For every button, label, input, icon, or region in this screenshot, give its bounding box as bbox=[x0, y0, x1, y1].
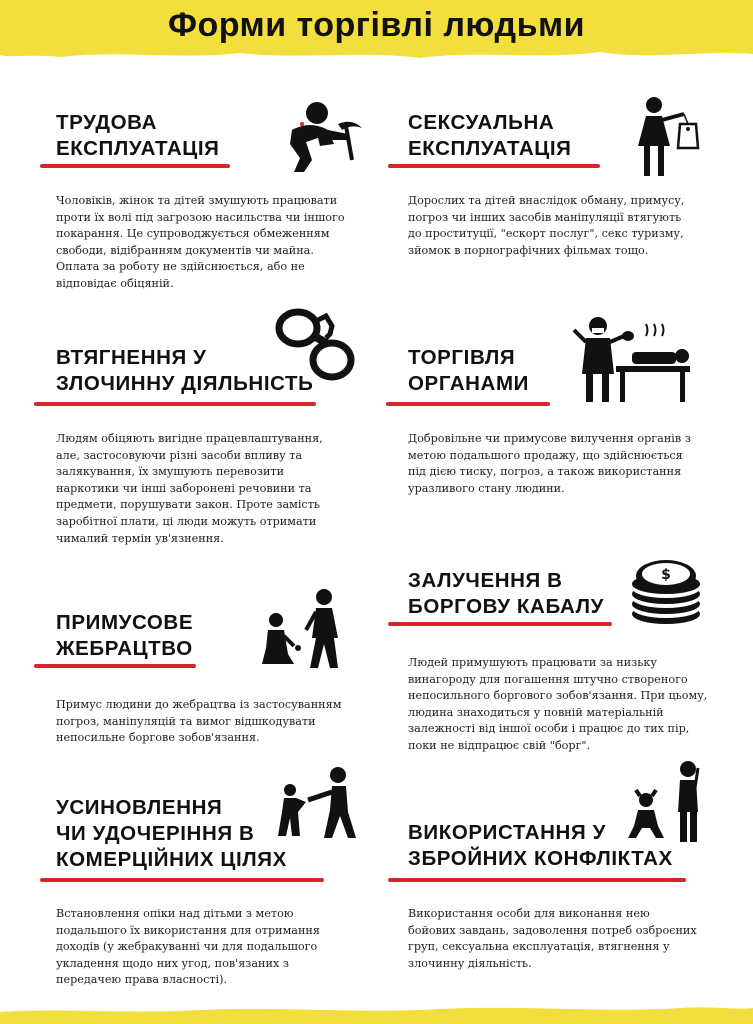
laborer-with-pickaxe-icon bbox=[272, 100, 368, 176]
section-body-organs: Добровільне чи примусове вилучення органів з метою подальшого продажу, що здійснюється під дією тиску, погроз, а також використання уразливого стану людини. bbox=[408, 432, 691, 495]
section-body-debt: Людей примушують працювати за низьку винагороду для погашення штучно створеного непосильного боргового зобов'язання. При цьому, людина знаходиться у повній матеріальній залежності від іншої особи і працює до тих пір, поки не відпрацює свій "борг". bbox=[408, 656, 708, 752]
section-body-crime: Людям обіцяють вигідне працевлаштування, але, застосовуючи різні засоби впливу та залякування, їх змушують перевозити наркотики чи інші заборонені речовини та предмети, порушувати закон. Проте замість заробітної плати, ці люди можуть отримати чималий термін ув'язнення. bbox=[56, 432, 323, 545]
adult-pulling-child-icon bbox=[276, 766, 358, 842]
section-heading-armed: ВИКОРИСТАННЯ У ЗБРОЙНИХ КОНФЛІКТАХ bbox=[408, 821, 673, 870]
heading-underline bbox=[388, 878, 686, 882]
section-heading-crime: ВТЯГНЕННЯ У ЗЛОЧИННУ ДІЯЛЬНІСТЬ bbox=[56, 346, 314, 395]
section-heading-organs: ТОРГІВЛЯ ОРГАНАМИ bbox=[408, 346, 529, 395]
heading-underline bbox=[40, 878, 324, 882]
beggar-and-passerby-icon bbox=[258, 588, 354, 672]
heading-underline bbox=[388, 622, 612, 626]
section-heading-sexual: СЕКСУАЛЬНА ЕКСПЛУАТАЦІЯ bbox=[408, 111, 572, 160]
section-heading-debt: ЗАЛУЧЕННЯ В БОРГОВУ КАБАЛУ bbox=[408, 569, 604, 618]
page-title: Форми торгівлі людьми bbox=[167, 6, 586, 44]
section-body-labor: Чоловіків, жінок та дітей змушують працювати проти їх волі під загрозою насильства чи іншого покарання. Це супроводжується обмеженням свободи, відібранням документів чи майна. Оплата за роботу не здійснюється, або не відповідає обіцяній. bbox=[56, 194, 345, 290]
heading-underline bbox=[386, 402, 550, 406]
section-heading-begging: ПРИМУСОВЕ ЖЕБРАЦТВО bbox=[56, 611, 194, 660]
svg-text:$: $ bbox=[661, 567, 671, 583]
heading-underline bbox=[388, 164, 600, 168]
heading-underline bbox=[40, 164, 230, 168]
yellow-brush-footer bbox=[0, 1002, 753, 1024]
section-body-sexual: Дорослих та дітей внаслідок обману, примусу, погроз чи інших засобів маніпуляції втягують до проституції, "ескорт послуг", секс туризму, зйомок в порнографічних фільмах тощо. bbox=[408, 194, 685, 257]
heading-underline bbox=[34, 402, 316, 406]
section-heading-labor: ТРУДОВА ЕКСПЛУАТАЦІЯ bbox=[56, 111, 220, 160]
section-body-adoption: Встановлення опіки над дітьми з метою подальшого їх використання для отримання доходів (у жебракуванні чи для подальшого укладення щодо них угод, пов'язаних з передачею права власності). bbox=[56, 907, 320, 987]
woman-with-price-tag-icon bbox=[632, 96, 704, 180]
coin-stack-icon bbox=[630, 552, 702, 628]
header-banner bbox=[0, 0, 753, 62]
section-heading-adoption: УСИНОВЛЕННЯ ЧИ УДОЧЕРІННЯ В КОМЕРЦІЙНИХ ЦІЛЯХ bbox=[56, 796, 287, 871]
surgeon-and-patient-icon bbox=[572, 314, 692, 406]
section-body-begging: Примус людини до жебрацтва із застосуванням погроз, маніпуляцій та вимог відшкодувати непосильне боргове зобов'язання. bbox=[56, 698, 342, 745]
heading-underline bbox=[34, 664, 196, 668]
section-body-armed: Використання особи для виконання нею бойових завдань, задоволення потреб озброєних груп, сексуальна експлуатація, втягнення у злочинну діяльність. bbox=[408, 907, 697, 970]
